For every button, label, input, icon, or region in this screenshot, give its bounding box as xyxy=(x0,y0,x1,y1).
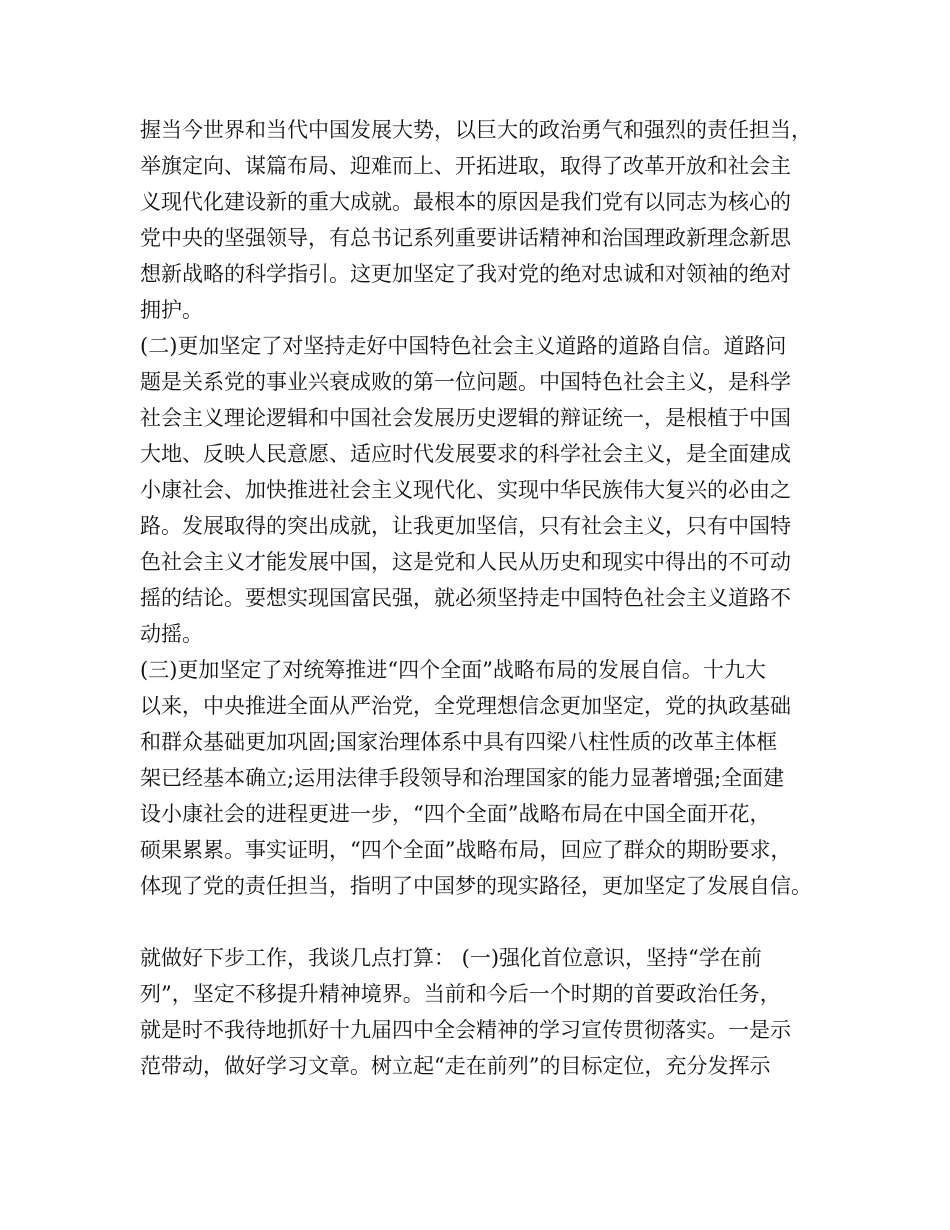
paragraph-3 xyxy=(140,652,830,904)
text-line: 体现了党的责任担当，指明了中国梦的现实路径，更加坚定了发展自信。 xyxy=(140,874,812,898)
text-line: 党中央的坚强领导，有总书记系列重要讲话精神和治国理政新理念新思 xyxy=(140,226,791,250)
text-line: 想新战略的科学指引。这更加坚定了我对党的绝对忠诚和对领袖的绝对 xyxy=(140,262,791,286)
text-line: 社会主义理论逻辑和中国社会发展历史逻辑的辩证统一，是根植于中国 xyxy=(140,406,791,430)
text-line: (二)更加坚定了对坚持走好中国特色社会主义道路的道路自信。道路问 xyxy=(140,334,787,358)
text-line: 举旗定向、谋篇布局、迎难而上、开拓进取，取得了改革开放和社会主 xyxy=(140,154,791,178)
text-line: 义现代化建设新的重大成就。最根本的原因是我们党有以同志为核心的 xyxy=(140,190,791,214)
text-line: 和群众基础更加巩固;国家治理体系中具有四梁八柱性质的改革主体框 xyxy=(140,730,778,754)
text-line: 以来，中央推进全面从严治党，全党理想信念更加坚定，党的执政基础 xyxy=(140,694,791,718)
text-line: 大地、反映人民意愿、适应时代发展要求的科学社会主义，是全面建成 xyxy=(140,442,791,466)
text-line: 就做好下步工作，我谈几点打算： (一)强化首位意识，坚持“学在前 xyxy=(140,946,762,970)
text-line: 架已经基本确立;运用法律手段领导和治理国家的能力显著增强;全面建 xyxy=(140,766,785,790)
text-line: 就是时不我待地抓好十九届四中全会精神的学习宣传贯彻落实。一是示 xyxy=(140,1018,791,1042)
text-line: 路。发展取得的突出成就，让我更加坚信，只有社会主义，只有中国特 xyxy=(140,514,791,538)
text-line: 硕果累累。事实证明，“四个全面”战略布局，回应了群众的期盼要求， xyxy=(140,838,792,862)
text-line: 拥护。 xyxy=(140,298,203,322)
text-line: 范带动，做好学习文章。树立起“走在前列”的目标定位，充分发挥示 xyxy=(140,1054,771,1078)
paragraph-2 xyxy=(140,328,830,652)
document-body xyxy=(140,112,830,1084)
text-line: 动摇。 xyxy=(140,622,203,646)
paragraph-spacer xyxy=(140,904,830,940)
text-line: (三)更加坚定了对统筹推进“四个全面”战略布局的发展自信。十九大 xyxy=(140,658,766,682)
paragraph-1 xyxy=(140,112,830,328)
text-line: 题是关系党的事业兴衰成败的第一位问题。中国特色社会主义，是科学 xyxy=(140,370,791,394)
text-line: 小康社会、加快推进社会主义现代化、实现中华民族伟大复兴的必由之 xyxy=(140,478,791,502)
text-line: 摇的结论。要想实现国富民强，就必须坚持走中国特色社会主义道路不 xyxy=(140,586,791,610)
paragraph-4 xyxy=(140,940,830,1084)
text-line: 色社会主义才能发展中国，这是党和人民从历史和现实中得出的不可动 xyxy=(140,550,791,574)
text-line: 设小康社会的进程更进一步，“四个全面”战略布局在中国全面开花， xyxy=(140,802,771,826)
text-line: 握当今世界和当代中国发展大势，以巨大的政治勇气和强烈的责任担当， xyxy=(140,118,812,142)
text-line: 列”，坚定不移提升精神境界。当前和今后一个时期的首要政治任务， xyxy=(140,982,781,1006)
